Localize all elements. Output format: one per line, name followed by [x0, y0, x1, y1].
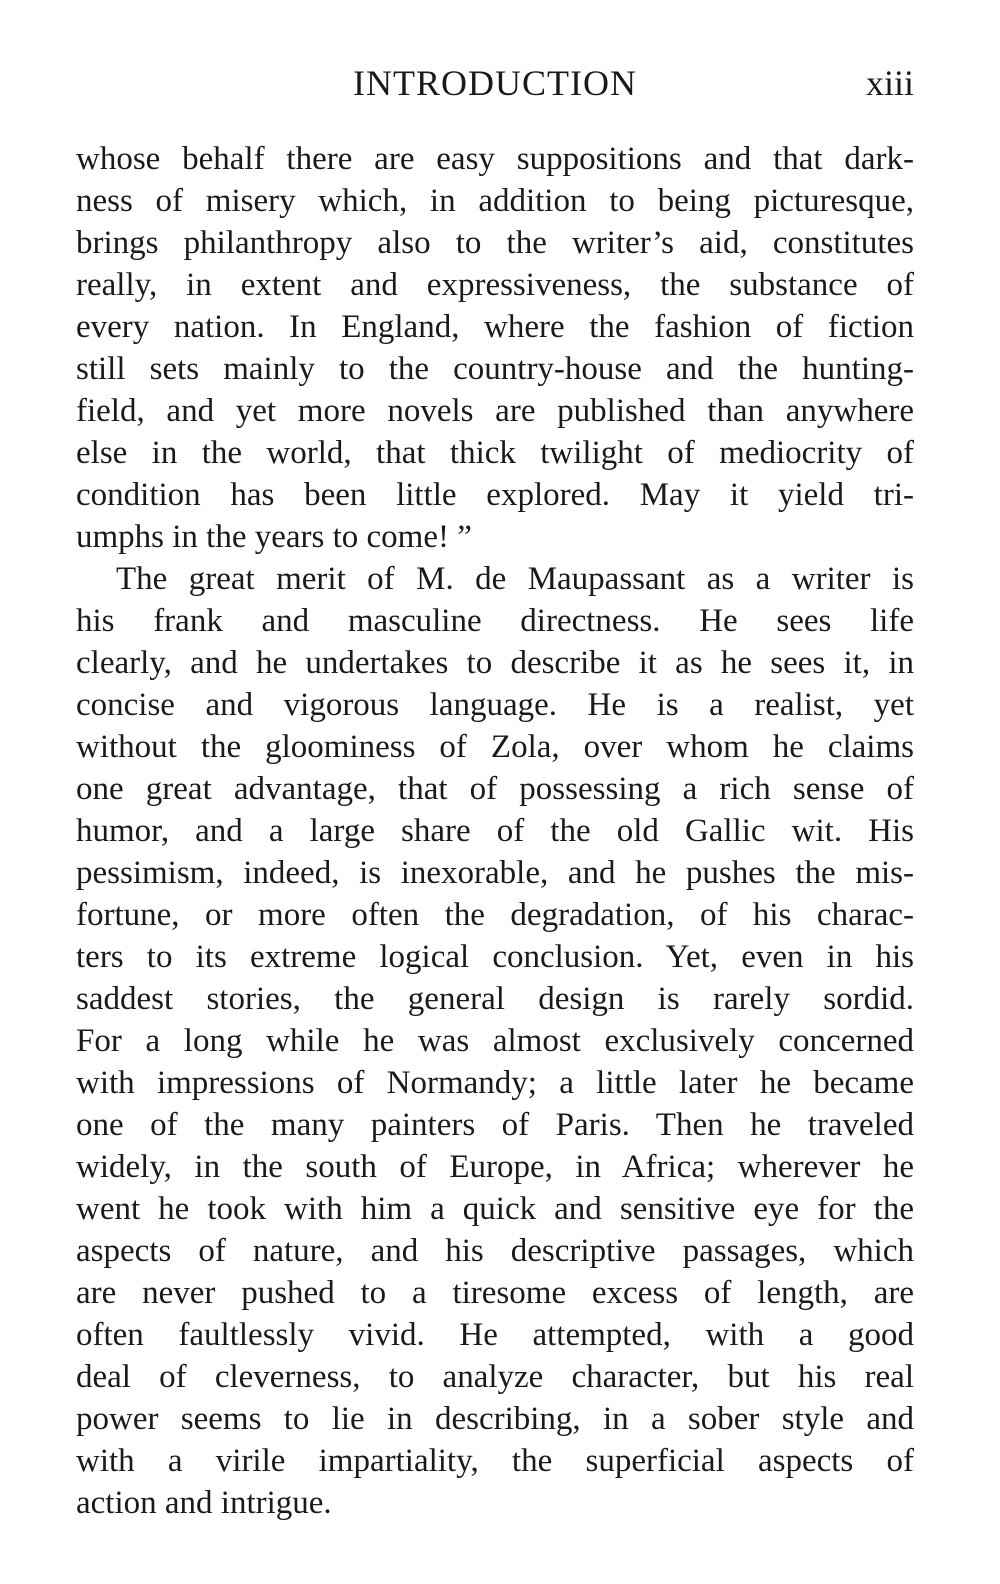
text-line: For a long while he was almost exclusively concerned	[76, 1023, 914, 1059]
text-line: pessimism, indeed, is inexorable, and he pushes the mis-	[76, 855, 914, 891]
text-line: with a virile impartiality, the superficial aspects of	[76, 1443, 914, 1479]
text-line: clearly, and he undertakes to describe it as he sees it, in	[76, 645, 914, 681]
paragraph-continued	[76, 138, 914, 558]
text-line: action and intrigue.	[76, 1485, 332, 1521]
text-line: one of the many painters of Paris. Then he traveled	[76, 1107, 914, 1143]
text-line: ness of misery which, in addition to being picturesque,	[76, 183, 914, 219]
body-text	[76, 138, 914, 1524]
text-line: brings philanthropy also to the writer’s aid, constitutes	[76, 225, 914, 261]
text-line: with impressions of Normandy; a little later he became	[76, 1065, 914, 1101]
text-line: every nation. In England, where the fashion of fiction	[76, 309, 914, 345]
text-line: umphs in the years to come! ”	[76, 519, 472, 555]
text-line: are never pushed to a tiresome excess of length, are	[76, 1275, 914, 1311]
text-line: often faultlessly vivid. He attempted, with a good	[76, 1317, 914, 1353]
text-line: ters to its extreme logical conclusion. Yet, even in his	[76, 939, 914, 975]
text-line: one great advantage, that of possessing a rich sense of	[76, 771, 914, 807]
running-head	[76, 58, 914, 108]
text-line: went he took with him a quick and sensitive eye for the	[76, 1191, 914, 1227]
text-line: still sets mainly to the country-house and the hunting-	[76, 351, 914, 387]
text-line: field, and yet more novels are published than anywhere	[76, 393, 914, 429]
text-line: The great merit of M. de Maupassant as a writer is	[116, 561, 914, 597]
text-line: without the gloominess of Zola, over whom he claims	[76, 729, 914, 765]
text-line: condition has been little explored. May it yield tri-	[76, 477, 914, 513]
text-line: his frank and masculine directness. He sees life	[76, 603, 914, 639]
text-line: aspects of nature, and his descriptive passages, which	[76, 1233, 914, 1269]
text-line: saddest stories, the general design is rarely sordid.	[76, 981, 914, 1017]
text-line: really, in extent and expressiveness, the substance of	[76, 267, 914, 303]
running-title: INTRODUCTION	[353, 63, 637, 103]
text-line: else in the world, that thick twilight of mediocrity of	[76, 435, 914, 471]
text-line: whose behalf there are easy suppositions and that dark-	[76, 141, 914, 177]
page-number: xiii	[865, 63, 914, 103]
text-line: deal of cleverness, to analyze character, but his real	[76, 1359, 914, 1395]
text-line: fortune, or more often the degradation, of his charac-	[76, 897, 914, 933]
text-line: widely, in the south of Europe, in Africa; wherever he	[76, 1149, 914, 1185]
text-line: humor, and a large share of the old Gallic wit. His	[76, 813, 914, 849]
text-line: power seems to lie in describing, in a sober style and	[76, 1401, 914, 1437]
text-line: concise and vigorous language. He is a realist, yet	[76, 687, 914, 723]
paragraph-maupassant	[76, 558, 914, 1524]
